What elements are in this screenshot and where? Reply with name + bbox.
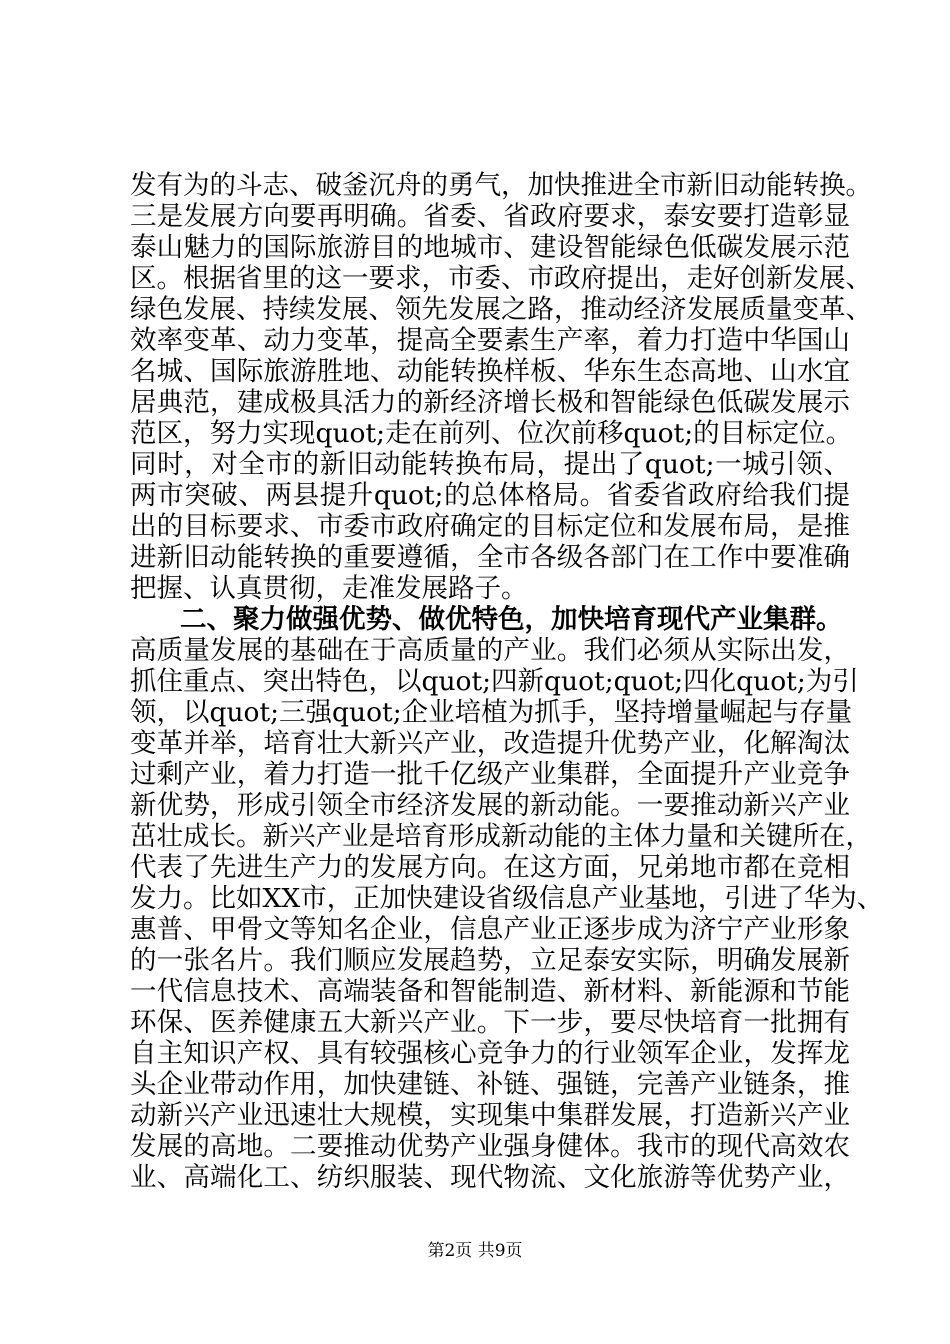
text-line: 惠普、甲骨文等知名企业，信息产业正逐步成为济宁产业形象 <box>130 914 850 945</box>
text-line: 变革并举，培育壮大新兴产业，改造提升优势产业，化解淘汰 <box>130 728 850 759</box>
text-line: 名城、国际旅游胜地、动能转换样板、华东生态高地、山水宜 <box>130 356 850 387</box>
text-line: 发展的高地。二要推动优势产业强身健体。我市的现代高效农 <box>130 1131 850 1162</box>
text-line: 区。根据省里的这一要求，市委、市政府提出，走好创新发展、 <box>130 263 872 294</box>
text-line: 同时，对全市的新旧动能转换布局，提出了quot;一城引领、 <box>130 449 850 480</box>
text-line: 出的目标要求、市委市政府确定的目标定位和发展布局，是推 <box>130 511 850 542</box>
text-line: 进新旧动能转换的重要遵循，全市各级各部门在工作中要准确 <box>130 542 850 573</box>
text-line: 高质量发展的基础在于高质量的产业。我们必须从实际出发， <box>130 635 850 666</box>
text-line: 发力。比如XX市，正加快建设省级信息产业基地，引进了华为、 <box>130 883 884 914</box>
text-line: 绿色发展、持续发展、领先发展之路，推动经济发展质量变革、 <box>130 294 872 325</box>
text-line: 一代信息技术、高端装备和智能制造、新材料、新能源和节能 <box>130 976 850 1007</box>
document-body <box>130 170 884 1193</box>
text-line: 把握、认真贯彻，走准发展路子。 <box>130 573 528 604</box>
text-line: 业、高端化工、纺织服装、现代物流、文化旅游等优势产业， <box>130 1162 850 1193</box>
text-line: 抓住重点、突出特色，以quot;四新quot;quot;四化quot;为引 <box>130 666 859 697</box>
text-line: 新优势，形成引领全市经济发展的新动能。一要推动新兴产业 <box>130 790 850 821</box>
text-line: 泰山魅力的国际旅游目的地城市、建设智能绿色低碳发展示范 <box>130 232 850 263</box>
page-number-footer: 第2页 共9页 <box>427 1241 523 1261</box>
text-line: 环保、医养健康五大新兴产业。下一步，要尽快培育一批拥有 <box>130 1007 850 1038</box>
text-line: 头企业带动作用，加快建链、补链、强链，完善产业链条，推 <box>130 1069 850 1100</box>
text-line: 居典范，建成极具活力的新经济增长极和智能绿色低碳发展示 <box>130 387 850 418</box>
text-line: 过剩产业，着力打造一批千亿级产业集群，全面提升产业竞争 <box>130 759 850 790</box>
text-line: 茁壮成长。新兴产业是培育形成新动能的主体力量和关键所在， <box>130 821 872 852</box>
text-line: 自主知识产权、具有较强核心竞争力的行业领军企业，发挥龙 <box>130 1038 850 1069</box>
text-line: 动新兴产业迅速壮大规模，实现集中集群发展，打造新兴产业 <box>130 1100 850 1131</box>
text-line: 两市突破、两县提升quot;的总体格局。省委省政府给我们提 <box>130 480 850 511</box>
text-line: 领，以quot;三强quot;企业培植为抓手，坚持增量崛起与存量 <box>130 697 853 728</box>
text-line: 三是发展方向要再明确。省委、省政府要求，泰安要打造彰显 <box>130 201 850 232</box>
text-line: 范区，努力实现quot;走在前列、位次前移quot;的目标定位。 <box>130 418 853 449</box>
text-line: 发有为的斗志、破釜沉舟的勇气，加快推进全市新旧动能转换。 <box>130 170 872 201</box>
text-line: 的一张名片。我们顺应发展趋势，立足泰安实际，明确发展新 <box>130 945 850 976</box>
text-line: 代表了先进生产力的发展方向。在这方面，兄弟地市都在竞相 <box>130 852 850 883</box>
text-line: 效率变革、动力变革，提高全要素生产率，着力打造中华国山 <box>130 325 850 356</box>
section-heading: 二、聚力做强优势、做优特色，加快培育现代产业集群。 <box>180 604 843 635</box>
